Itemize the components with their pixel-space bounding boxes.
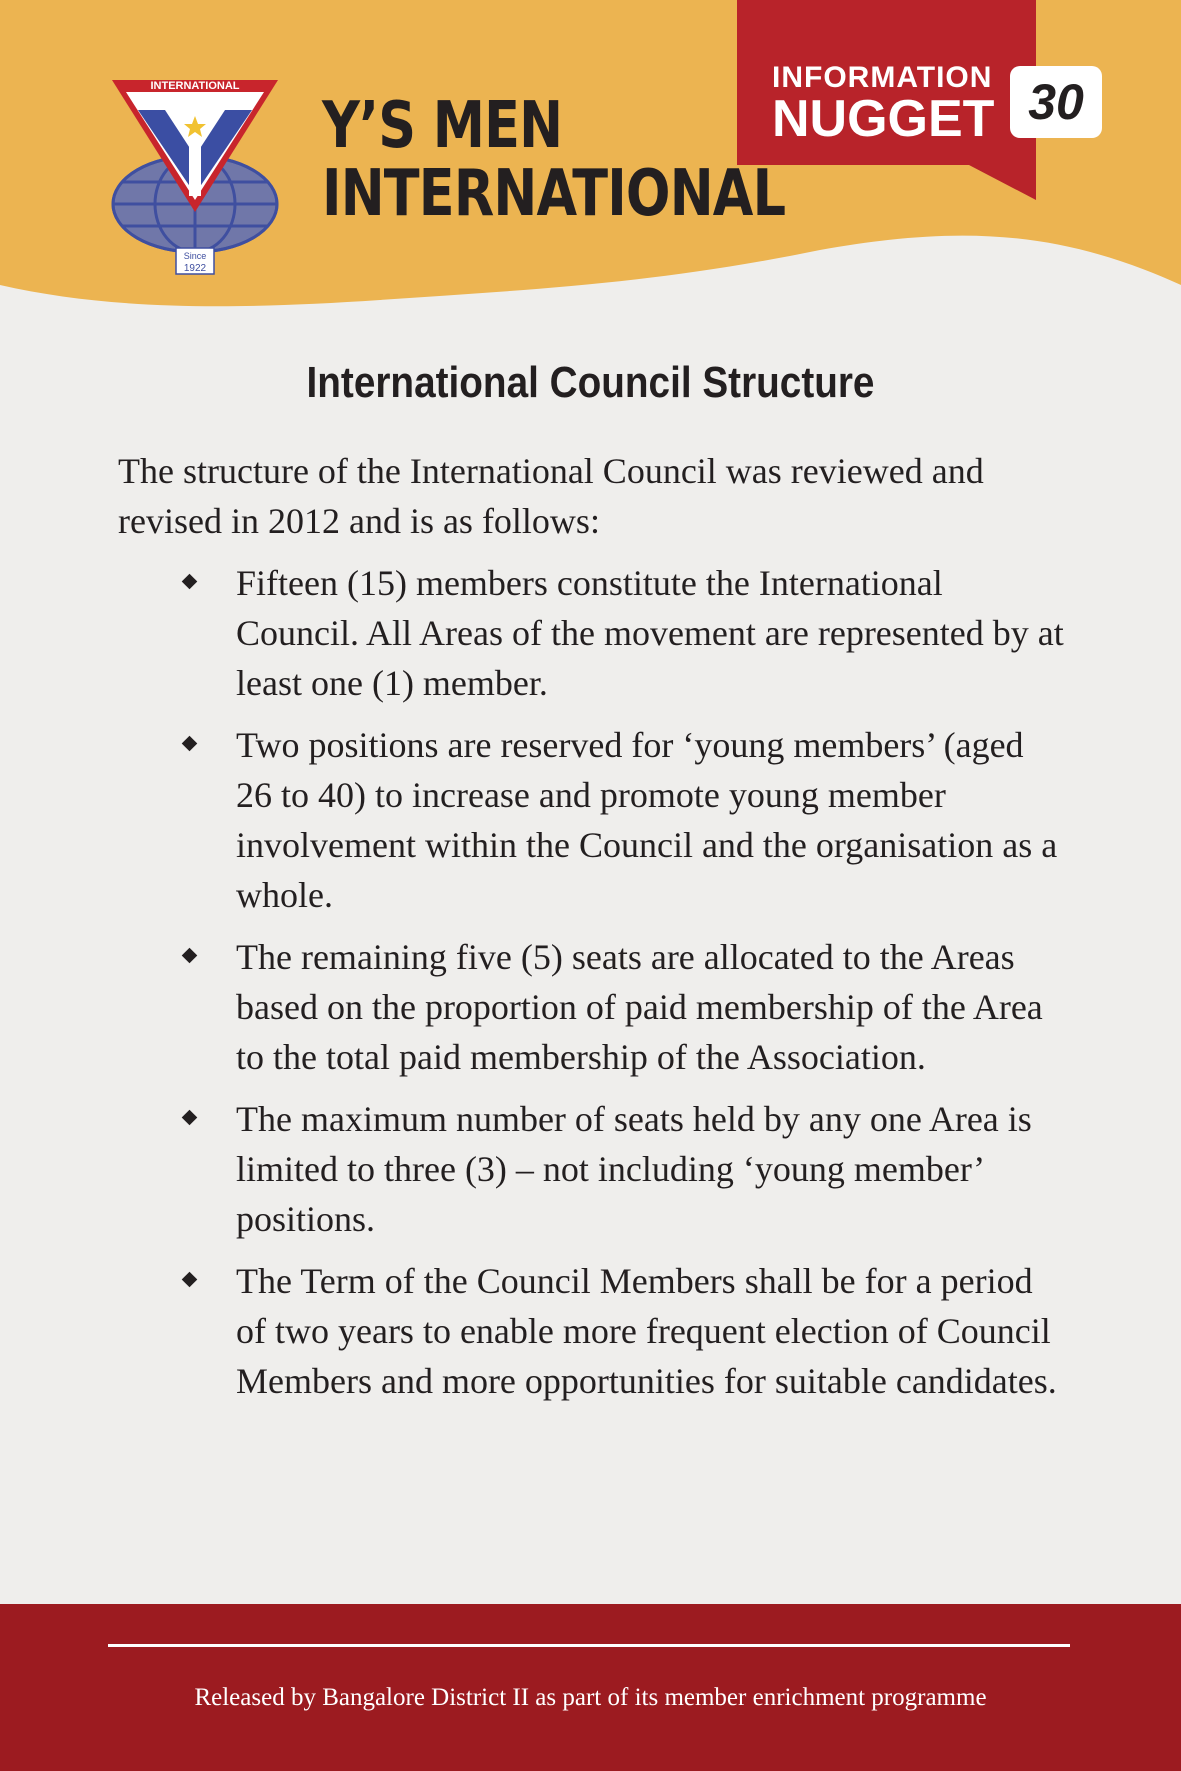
- nugget-line-2: NUGGET: [772, 90, 995, 148]
- logo-since: Since: [183, 251, 207, 261]
- brand-line-1: Y’S MEN: [322, 89, 563, 163]
- ys-men-logo: [110, 76, 295, 276]
- list-item: [0, 558, 1181, 708]
- footer-bar: [0, 1604, 1181, 1771]
- list-item: [0, 1256, 1181, 1406]
- diamond-bullet-icon: [182, 736, 198, 752]
- list-item: [0, 720, 1181, 920]
- diamond-bullet-icon: [182, 1110, 198, 1126]
- list-item-text: The maximum number of seats held by any one Area is limited to three (3) – not including ‘young member’ positions.: [236, 1099, 1032, 1239]
- logo-year: 1922: [183, 263, 207, 274]
- list-item: [0, 932, 1181, 1082]
- intro-paragraph: The structure of the International Council was reviewed and revised in 2012 and is as follows:: [118, 451, 984, 541]
- list-item-text: Fifteen (15) members constitute the International Council. All Areas of the movement are represented by at least one (1) member.: [236, 563, 1064, 703]
- brand-line-2: INTERNATIONAL: [322, 157, 786, 231]
- diamond-bullet-icon: [182, 574, 198, 590]
- list-item-text: The remaining five (5) seats are allocated to the Areas based on the proportion of paid membership of the Area to the total paid membership of the Association.: [236, 937, 1043, 1077]
- diamond-bullet-icon: [182, 1272, 198, 1288]
- list-item-text: The Term of the Council Members shall be for a period of two years to enable more frequent election of Council Members and more opportunities for suitable candidates.: [236, 1261, 1057, 1401]
- page-title: International Council Structure: [306, 358, 875, 407]
- list-item-text: Two positions are reserved for ‘young members’ (aged 26 to 40) to increase and promote young member involvement within the Council and the organisation as a whole.: [236, 725, 1058, 915]
- footer-text: Released by Bangalore District II as part of its member enrichment programme: [194, 1684, 987, 1711]
- list-item: [0, 1094, 1181, 1244]
- nugget-line-1: INFORMATION: [772, 61, 993, 94]
- nugget-number-badge: 30: [1010, 66, 1102, 138]
- bullet-list: [0, 558, 1181, 1418]
- footer-divider: [108, 1644, 1070, 1647]
- nugget-label: [772, 61, 995, 148]
- logo-label: INTERNATIONAL: [150, 80, 240, 92]
- diamond-bullet-icon: [182, 948, 198, 964]
- brand-name: [322, 89, 786, 231]
